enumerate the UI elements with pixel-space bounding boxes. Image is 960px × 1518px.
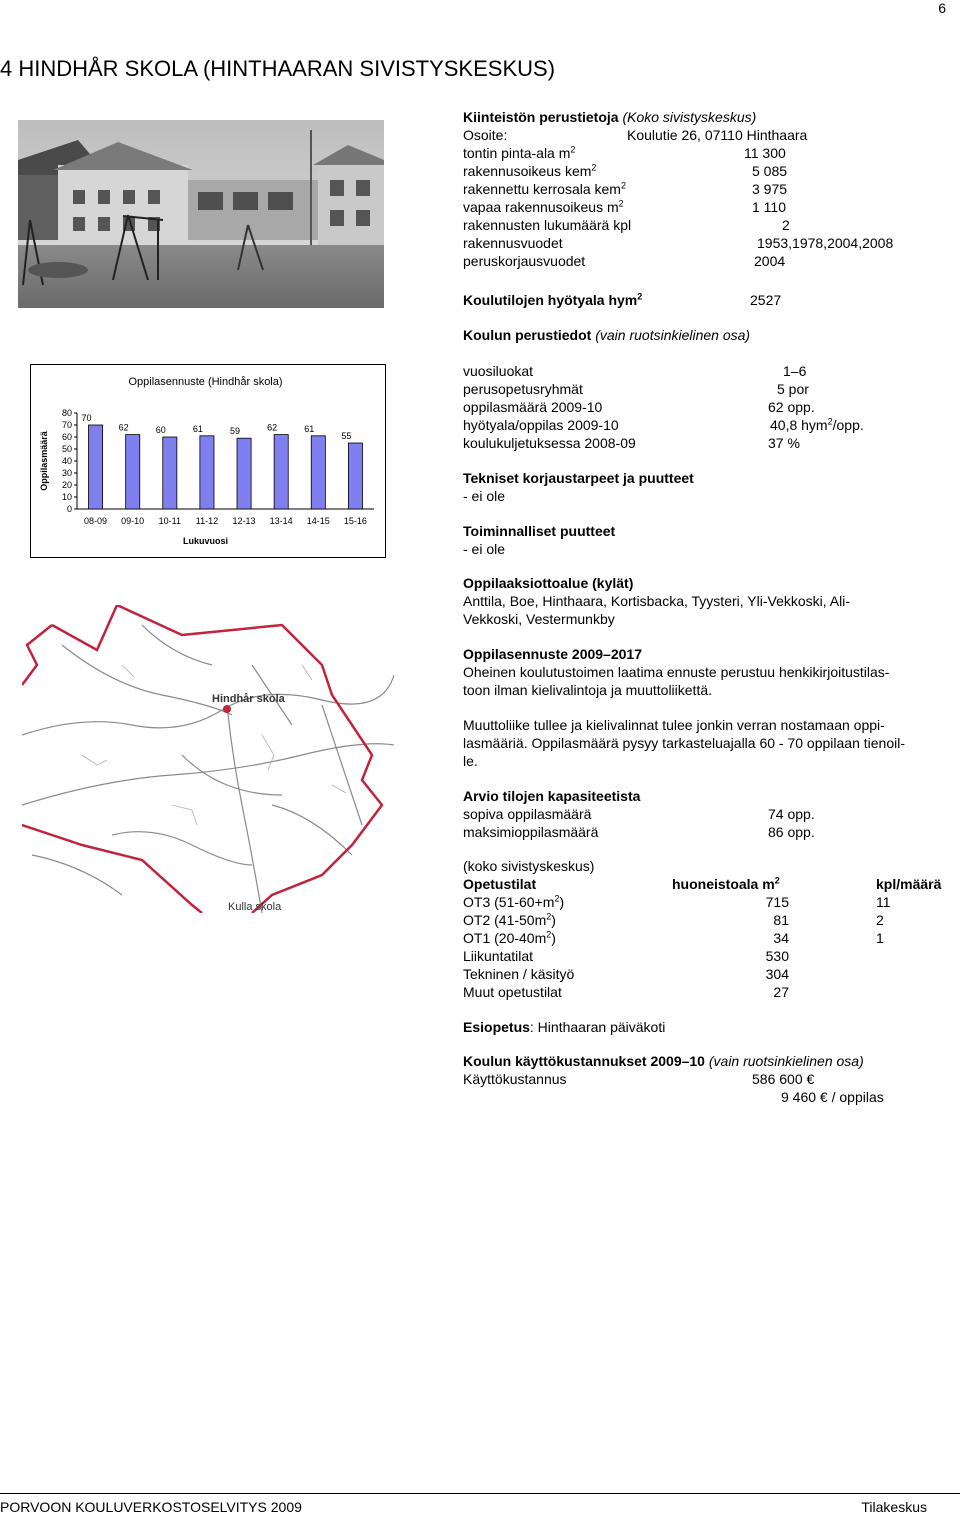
property-row-address: Osoite:: [463, 127, 508, 143]
property-row-plot-area: tontin pinta-ala $m^2$: [463, 144, 576, 161]
chart-data-label: 62: [267, 422, 278, 433]
rooms-row-technical: Tekninen / käsityö: [463, 966, 575, 982]
property-value-address: Koulutie 26, 07110 Hinthaara: [627, 127, 808, 143]
costs-per-student: 9 460 € / oppilas: [781, 1089, 884, 1105]
rooms-area-sports: 530: [765, 948, 789, 964]
map-label-hindhar: Hindhår skola: [212, 693, 285, 705]
property-value-plot-area: 11 300: [744, 145, 786, 161]
chart-data-label: 61: [192, 423, 203, 434]
property-row-building-count: rakennusten lukumäärä kpl: [463, 217, 632, 233]
tech-heading: Tekniset korjaustarpeet ja puutteet: [463, 470, 694, 486]
chart-bar: [274, 435, 288, 509]
forecast-p1-line-2: toon ilman kielivalintoja ja muuttoliikettä.: [463, 682, 713, 698]
chart-bar: [237, 438, 251, 509]
chart-data-label: 60: [155, 425, 166, 435]
usable-area-value: 2527: [750, 292, 782, 308]
chart-y-tick-label: 10: [61, 492, 72, 502]
usable-area-label: Koulutilojen hyötyala hym$^2$: [463, 291, 643, 308]
property-value-building-count: 2: [782, 217, 790, 233]
chart-x-label: Lukuvuosi: [182, 536, 229, 546]
func-heading: Toiminnalliset puutteet: [463, 523, 616, 539]
chart-x-tick-label: 15-16: [343, 516, 367, 526]
chart-data-label: 70: [81, 413, 92, 423]
chart-data-label: 59: [230, 426, 241, 437]
chart-bar: [89, 425, 103, 509]
student-forecast-chart: [30, 364, 386, 558]
rooms-row-sports: Liikuntatilat: [463, 948, 534, 964]
rooms-row-other: Muut opetustilat: [463, 984, 562, 1000]
property-row-built-area: rakennettu kerrosala kem$^2$: [463, 180, 626, 197]
costs-heading: Koulun käyttökustannukset 2009–10 (vain ruotsinkielinen osa): [463, 1053, 864, 1069]
property-row-free-right: vapaa rakennusoikeus $m^2$: [463, 198, 624, 215]
property-value-building-right: 5 085: [752, 163, 788, 179]
chart-x-tick-label: 11-12: [195, 516, 219, 526]
school-value-transport: 37 %: [768, 435, 800, 451]
capacity-row-ok: sopiva oppilasmäärä: [463, 806, 592, 822]
rooms-row-ot3: OT3 $(51-60+m^2)$: [463, 893, 565, 910]
school-value-grades: 1–6: [783, 363, 807, 379]
forecast-p2-line-3: le.: [463, 753, 478, 769]
property-value-renovation-years: 2004: [754, 253, 786, 269]
property-row-renovation-years: peruskorjausvuodet: [463, 253, 586, 269]
capacity-value-ok: 74 opp.: [768, 806, 815, 822]
school-building-photo: [18, 120, 384, 308]
capacity-heading: Arvio tilojen kapasiteetista: [463, 788, 641, 804]
forecast-p2-line-1: Muuttoliike tullee ja kielivalinnat tulee jonkin verran nostamaan oppi-: [463, 717, 885, 733]
rooms-count-ot2: 2: [876, 912, 884, 928]
rooms-row-ot2: OT2 $(41-50m^2)$: [463, 911, 556, 928]
chart-y-tick-label: 20: [61, 480, 72, 490]
chart-data-label: 61: [304, 423, 315, 434]
costs-row-value: 586 600 €: [752, 1071, 815, 1087]
property-row-building-right: rakennusoikeus kem$^2$: [463, 162, 597, 179]
rooms-col-count: kpl/määrä: [876, 876, 942, 892]
property-row-build-years: rakennusvuodet: [463, 235, 563, 251]
school-value-students: 62 opp.: [768, 399, 815, 415]
area-line-1: Anttila, Boe, Hinthaara, Kortisbacka, Tyysteri, Yli-Vekkoski, Ali-: [463, 593, 850, 609]
chart-data-label: 55: [341, 431, 352, 441]
school-row-transport: koulukuljetuksessa 2008-09: [463, 435, 636, 451]
chart-y-label: Oppilasmäärä: [39, 431, 49, 491]
rooms-count-ot3: 11: [876, 894, 891, 910]
rooms-area-ot3: 715: [765, 894, 789, 910]
chart-x-tick-label: 12-13: [232, 516, 256, 526]
capacity-row-max: maksimioppilasmäärä: [463, 824, 599, 840]
chart-title: Oppilasennuste (Hindhår skola): [128, 376, 283, 388]
chart-y-tick-label: 70: [61, 420, 72, 430]
capacity-value-max: 86 opp.: [768, 824, 815, 840]
chart-x-tick-label: 10-11: [158, 516, 181, 526]
school-value-groups: 5 por: [777, 381, 809, 397]
rooms-area-other: 27: [773, 984, 789, 1000]
area-line-2: Vekkoski, Vestermunkby: [463, 611, 615, 627]
chart-bar: [200, 436, 214, 509]
footer-rule: [0, 1493, 960, 1494]
school-row-grades: vuosiluokat: [463, 363, 534, 379]
school-heading: Koulun perustiedot (vain ruotsinkielinen osa): [463, 327, 751, 343]
chart-canvas: [31, 365, 385, 557]
property-value-build-years: 1953,1978,2004,2008: [757, 235, 894, 251]
chart-y-tick-label: 80: [61, 408, 72, 418]
chart-y-tick-label: 30: [61, 468, 72, 478]
chart-x-tick-label: 09-10: [121, 516, 145, 526]
chart-y-tick-label: 50: [61, 444, 72, 454]
area-heading: Oppilaaksiottoalue (kylät): [463, 575, 634, 591]
chart-bar: [311, 436, 325, 509]
chart-y-tick-label: 0: [66, 504, 72, 514]
chart-y-tick-label: 40: [61, 456, 72, 466]
chart-bar: [163, 437, 177, 509]
forecast-p2-line-2: lasmääriä. Oppilasmäärä pysyy tarkasteluajalla 60 - 70 oppilaan tienoil-: [463, 735, 906, 751]
page-title: 4 HINDHÅR SKOLA (HINTHAARAN SIVISTYSKESKUS): [0, 56, 556, 81]
school-row-area-per-student: hyötyala/oppilas 2009-10: [463, 417, 619, 433]
chart-y-tick-label: 60: [61, 432, 72, 442]
property-value-free-right: 1 110: [752, 199, 786, 215]
chart-data-label: 62: [118, 422, 129, 433]
chart-bar: [126, 435, 140, 509]
chart-x-tick-label: 14-15: [306, 516, 330, 526]
forecast-heading: Oppilasennuste 2009–2017: [463, 646, 642, 662]
rooms-col-area: huoneistoala $m^2$: [672, 875, 780, 892]
costs-row-label: Käyttökustannus: [463, 1071, 567, 1087]
rooms-count-ot1: 1: [876, 930, 884, 946]
chart-bar: [348, 443, 362, 509]
chart-x-tick-label: 13-14: [269, 516, 293, 526]
rooms-col-spaces: Opetustilat: [463, 876, 537, 892]
school-row-students: oppilasmäärä 2009-10: [463, 399, 603, 415]
catchment-area-map: [22, 605, 394, 913]
rooms-note: (koko sivistyskeskus): [463, 858, 595, 874]
func-text: - ei ole: [463, 541, 506, 557]
rooms-area-ot2: 81: [773, 912, 789, 928]
rooms-area-ot1: 34: [773, 930, 789, 946]
tech-text: - ei ole: [463, 488, 506, 504]
property-value-built-area: 3 975: [752, 181, 788, 197]
property-heading: Kiinteistön perustietoja (Koko sivistyskeskus): [463, 109, 757, 125]
school-value-area-per-student: 40,8 hym$^2$/opp.: [770, 416, 864, 433]
rooms-area-technical: 304: [765, 966, 789, 982]
forecast-p1-line-1: Oheinen koulutustoimen laatima ennuste perustuu henkikirjoitustilas-: [463, 664, 890, 680]
map-label-kulla: Kulla skola: [228, 901, 282, 913]
footer-right: Tilakeskus: [861, 1499, 927, 1515]
school-row-groups: perusopetusryhmät: [463, 381, 583, 397]
page-number: 6: [938, 0, 946, 16]
footer-left: PORVOON KOULUVERKOSTOSELVITYS 2009: [0, 1499, 302, 1515]
preschool: Esiopetus: Hinthaaran päiväkoti: [463, 1019, 666, 1035]
chart-x-tick-label: 08-09: [84, 516, 108, 526]
rooms-row-ot1: OT1 $(20-40m^2)$: [463, 929, 556, 946]
